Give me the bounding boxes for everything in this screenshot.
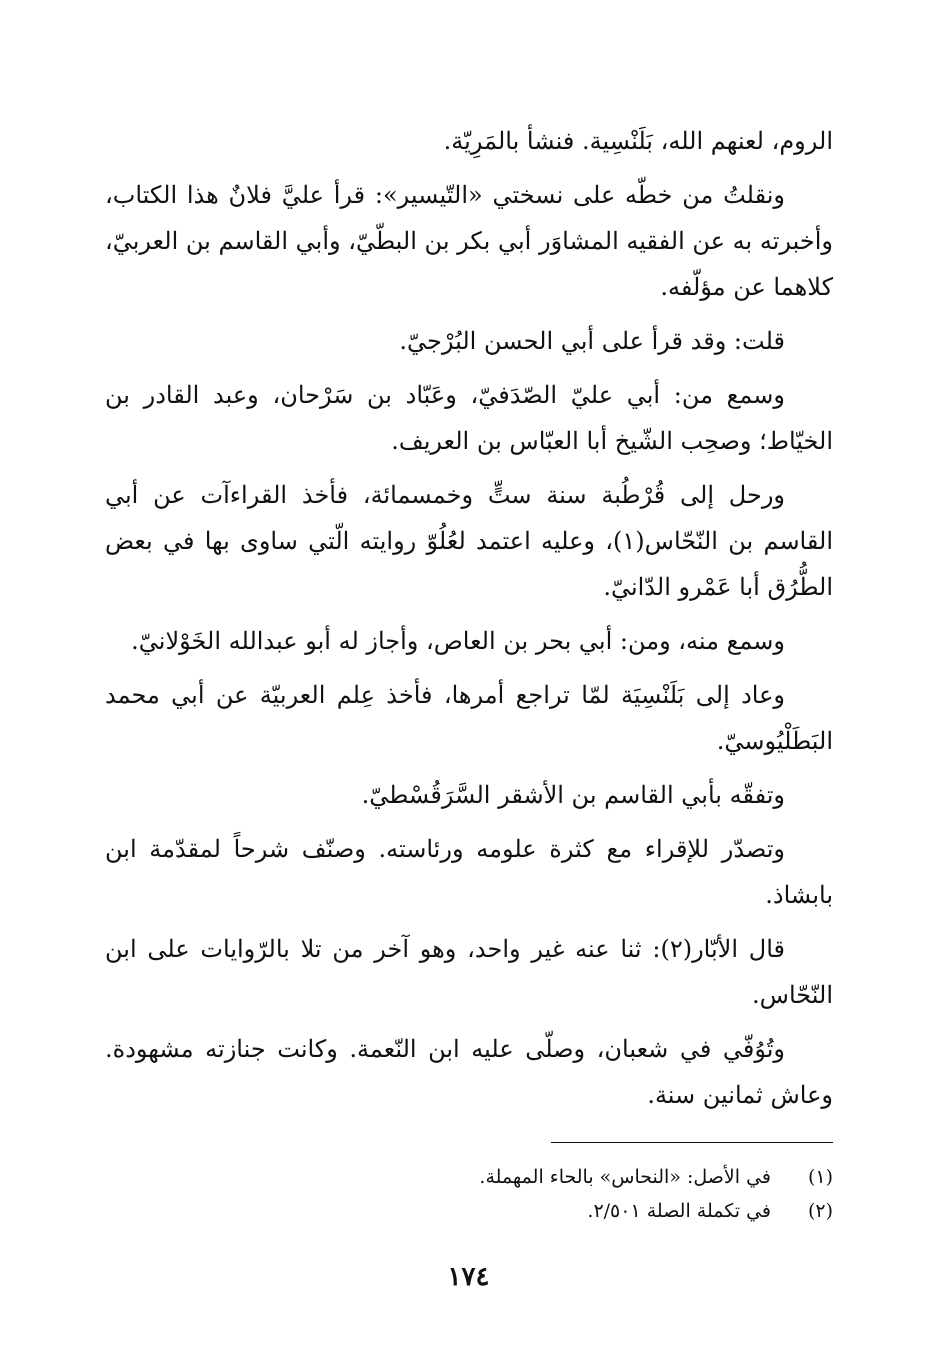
footnotes <box>105 1160 833 1228</box>
paragraph-4: وسمع من: أبي عليّ الصّدَفيّ، وعَبّاد بن سَرْحان، وعبد القادر بن الخيّاط؛ وصحِب الشّيخ أبا العبّاس بن العريف. <box>105 381 833 455</box>
paragraph-7: وعاد إلى بَلَنْسِيَة لمّا تراجع أمرها، فأخذ عِلم العربيّة عن أبي محمد البَطَلْيُوسيّ. <box>105 681 833 755</box>
paragraph-6: وسمع منه، ومن: أبي بحر بن العاص، وأجاز له أبو عبدالله الخَوْلانيّ. <box>131 627 785 655</box>
page-number: ١٧٤ <box>447 1262 490 1292</box>
paragraph-9: وتصدّر للإقراء مع كثرة علومه ورئاسته. وصنّف شرحاً لمقدّمة ابن بابشاذ. <box>105 835 833 909</box>
footnote-number: (١) <box>807 1166 833 1188</box>
footnote-text: في تكملة الصلة ٢/٥٠١. <box>587 1200 771 1222</box>
paragraph-3: قلت: وقد قرأ على أبي الحسن البُرْجيّ. <box>399 327 785 355</box>
paragraph-8: وتفقّه بأبي القاسم بن الأشقر السَّرَقُسْطيّ. <box>361 781 785 809</box>
paragraph-11: وتُوُفّي في شعبان، وصلّى عليه ابن النّعمة. وكانت جنازته مشهودة. وعاش ثمانين سنة. <box>105 1035 833 1109</box>
footnote-divider <box>551 1142 833 1143</box>
footnote-1 <box>105 1160 833 1194</box>
paragraph-10: قال الأبّار(٢): ثنا عنه غير واحد، وهو آخر من تلا بالرّوايات على ابن النّحّاس. <box>105 935 833 1009</box>
footnote-number: (٢) <box>807 1200 833 1222</box>
footnote-2 <box>105 1194 833 1228</box>
paragraph-5: ورحل إلى قُرْطُبة سنة ستٍّ وخمسمائة، فأخذ القراءآت عن أبي القاسم بن النّحّاس(١)، وعليه اعتمد لعُلُوّ روايته الّتي ساوى بها في بعض الطُّرُق أبا عَمْرو الدّانيّ. <box>105 481 833 601</box>
paragraph-1: الروم، لعنهم الله، بَلَنْسِية. فنشأ بالمَرِيّة. <box>443 127 833 155</box>
footnote-text: في الأصل: «النحاس» بالحاء المهملة. <box>479 1166 771 1188</box>
paragraph-2: ونقلتُ من خطّه على نسختي «التّيسير»: قرأ عليَّ فلانٌ هذا الكتاب، وأخبرته به عن الفقيه المشاوَر أبي بكر بن البطّيّ، وأبي القاسم بن العربيّ، كلاهما عن مؤلّفه. <box>105 181 833 301</box>
main-text <box>105 118 833 1126</box>
